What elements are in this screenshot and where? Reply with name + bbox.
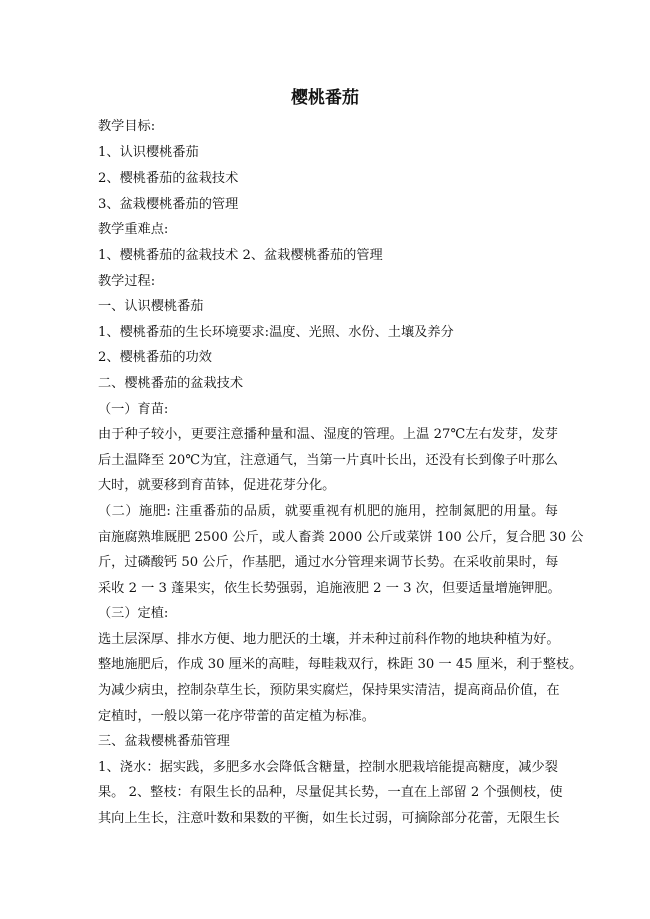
text-line: 1、樱桃番茄的生长环境要求:温度、光照、水份、土壤及养分 — [98, 325, 454, 340]
paragraph-line: 采收 2 一 3 蓬果实，依生长势强弱，追施液肥 2 一 3 次，但要适量增施钾肥。 — [98, 581, 561, 596]
document-title: 樱桃番茄 — [291, 88, 359, 108]
text-line: 1、认识樱桃番茄 — [98, 145, 199, 160]
paragraph-line: 果。 2、整枝：有限生长的品种，尽量促其长势，一直在上部留 2 个强侧枝，使 — [98, 785, 563, 800]
subsection-heading: （三）定植: — [98, 606, 169, 621]
text-line: 教学目标: — [98, 119, 156, 134]
paragraph-line: 定植时，一般以第一花序带蕾的苗定植为标准。 — [98, 709, 375, 724]
paragraph-line: 由于种子较小，更要注意播种量和温、湿度的管理。上温 27℃左右发芽，发芽 — [98, 427, 558, 442]
section-heading: 二、樱桃番茄的盆栽技术 — [98, 376, 244, 391]
paragraph-line: 亩施腐熟堆厩肥 2500 公斤，或人畜粪 2000 公斤或菜饼 100 公斤，复合肥 30 公 — [98, 530, 584, 545]
text-line: 教学过程: — [98, 274, 156, 289]
paragraph-line: 为减少病虫，控制杂草生长，预防果实腐烂，保持果实清洁，提高商品价值，在 — [98, 683, 560, 698]
text-line: 教学重难点: — [98, 222, 169, 237]
paragraph-line: 选土层深厚、排水方便、地力肥沃的土壤，并未种过前科作物的地块种植为好。 — [98, 632, 560, 647]
text-line: 2、樱桃番茄的功效 — [98, 350, 212, 365]
paragraph-line: （二）施肥: 注重番茄的品质，就要重视有机肥的施用，控制氮肥的用量。每 — [98, 504, 558, 519]
paragraph-line: 后土温降至 20℃为宜，注意通气，当第一片真叶长出，还没有长到像子叶那么 — [98, 453, 558, 468]
text-line: 2、樱桃番茄的盆栽技术 — [98, 171, 239, 186]
text-line: 1、樱桃番茄的盆栽技术 2、盆栽樱桃番茄的管理 — [98, 248, 383, 263]
subsection-heading: （一）育苗: — [98, 402, 169, 417]
paragraph-line: 1、浇水：据实践，多肥多水会降低含糖量，控制水肥栽培能提高糖度，减少裂 — [98, 760, 558, 775]
section-heading: 一、认识樱桃番茄 — [98, 299, 204, 314]
paragraph-line: 整地施肥后，作成 30 厘米的高畦，每畦栽双行，株距 30 一 45 厘米，利于整枝。 — [98, 657, 583, 672]
text-line: 3、盆栽樱桃番茄的管理 — [98, 197, 239, 212]
paragraph-line: 斤，过磷酸钙 50 公斤，作基肥，通过水分管理来调节长势。在采收前果时，每 — [98, 555, 559, 570]
paragraph-line: 其向上生长，注意叶数和果数的平衡，如生长过弱，可摘除部分花蕾，无限生长 — [98, 811, 560, 826]
paragraph-line: 大时，就要移到育苗钵，促进花芽分化。 — [98, 478, 336, 493]
section-heading: 三、盆栽樱桃番茄管理 — [98, 734, 230, 749]
